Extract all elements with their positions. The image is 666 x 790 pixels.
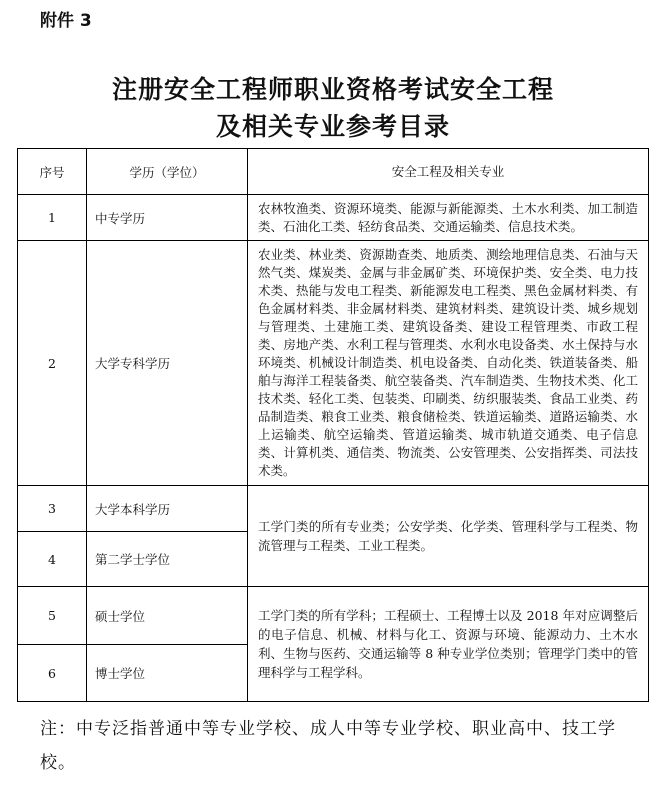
row-degree: 大学本科学历 <box>87 486 248 532</box>
table-row <box>18 241 649 486</box>
row-degree: 大学专科学历 <box>87 241 248 486</box>
table-row <box>18 195 649 241</box>
header-degree: 学历（学位） <box>87 149 248 195</box>
row-degree: 中专学历 <box>87 195 248 241</box>
table-row <box>18 587 649 645</box>
row-majors: 农林牧渔类、资源环境类、能源与新能源类、土木水利类、加工制造类、石油化工类、轻纺食品类、交通运输类、信息技术类。 <box>248 195 649 241</box>
row-degree: 硕士学位 <box>87 587 248 645</box>
page-title-line1: 注册安全工程师职业资格考试安全工程 <box>111 75 554 104</box>
row-number: 1 <box>18 195 87 241</box>
row-number: 5 <box>18 587 87 645</box>
merged-majors-bachelor: 工学门类的所有专业类；公安学类、化学类、管理科学与工程类、物流管理与工程类、工业工程类。 <box>248 486 649 587</box>
table-row <box>18 486 649 532</box>
header-majors: 安全工程及相关专业 <box>248 149 649 195</box>
page-title-line2: 及相关专业参考目录 <box>215 112 450 141</box>
row-majors: 农业类、林业类、资源勘查类、地质类、测绘地理信息类、石油与天然气类、煤炭类、金属与非金属矿类、环境保护类、安全类、电力技术类、热能与发电工程类、新能源发电工程类、黑色金属材料类、有色金属材料类、非金属材料类、建筑材料类、建筑设计类、城乡规划与管理类、土建施工类、建筑设备类、建设工程管理类、市政工程类、房地产类、水利工程与管理类、水利水电设备类、水土保持与水环境类、机械设计制造类、机电设备类、自动化类、铁道装备类、船舶与海洋工程装备类、航空装备类、汽车制造类、生物技术类、化工技术类、轻化工类、包装类、印刷类、纺织服装类、食品工业类、药品制造类、粮食工业类、粮食储检类、铁道运输类、道路运输类、水上运输类、航空运输类、管道运输类、城市轨道交通类、电子信息类、计算机类、通信类、物流类、公安管理类、公安指挥类、司法技术类。 <box>248 241 649 486</box>
row-number: 2 <box>18 241 87 486</box>
row-number: 3 <box>18 486 87 532</box>
row-number: 6 <box>18 645 87 702</box>
row-degree: 博士学位 <box>87 645 248 702</box>
attachment-label: 附件 3 <box>40 11 92 31</box>
merged-majors-graduate: 工学门类的所有学科；工程硕士、工程博士以及 2018 年对应调整后的电子信息、机械、材料与化工、资源与环境、能源动力、土木水利、生物与医药、交通运输等 8 种专业学位类别；管理学门类中的管理科学与工程学科。 <box>248 587 649 702</box>
table-header-row <box>18 149 649 195</box>
row-degree: 第二学士学位 <box>87 532 248 587</box>
footnote: 注：中专泛指普通中等专业学校、成人中等专业学校、职业高中、技工学校。 <box>40 719 616 773</box>
header-seq: 序号 <box>18 149 87 195</box>
row-number: 4 <box>18 532 87 587</box>
majors-table <box>17 148 649 702</box>
